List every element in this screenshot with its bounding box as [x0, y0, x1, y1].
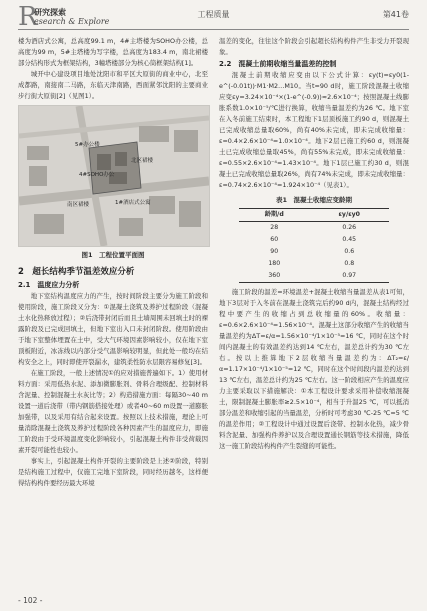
table-cell: 0.6: [344, 248, 355, 255]
label-south-podium: 南区裙楼: [67, 202, 90, 208]
section-name: 工程质量: [197, 10, 230, 19]
label-north-podium: 北区裙楼: [131, 158, 154, 164]
shrinkage-table: [239, 208, 389, 283]
subsection-heading-2-2: 2.2 混凝土前期收缩当量温差的控制: [219, 60, 337, 68]
right-paragraph-2: 混凝土前期收缩应变由以下公式计算：εy(t)=εy0(1-e^(-0.01t))·M1·M2…M10。当t=90 d时，施工阶段混凝土收缩应变εy=3.24×10⁻⁴×(1-e^(-0.9))≈2.6×10⁻⁴；按照混凝土线膨胀系数1.0×10⁻⁵/℃进行换算，收缩当量温差约为26 ℃。地下室在入冬前施工结束时，本工程地下1层顶板施工约90 d，则混凝土已完成收缩总量取60%，尚有40%未完成，即未完成收缩量：ε=0.4×2.6×10⁻⁴=1.0×10⁻⁴。地下2层已施工约60 d，则混凝土已完成收缩总量取45%，尚有55%未完成，即未完成收缩量：ε=0.55×2.6×10⁻⁴=1.43×10⁻⁴。地下1层已施工约30 d，则混凝土已完成收缩总量取26%，尚有74%未完成，即未完成收缩量：ε=0.74×2.6×10⁻⁴=1.924×10⁻⁴（见表1）。: [219, 71, 409, 189]
table-cell: 0.26: [342, 224, 357, 231]
left-paragraph-4: 在施工阶段，一般上述情况①的应对措施普遍如下。1）使用材料方面：采用低热水泥、添加微膨胀剂、骨料合理级配、控制材料含泥量、控制混凝土水灰比等；2）构造措施方面：每隔30~40 m设置一道后浇带（带内钢筋搭接处理）或者40~60 m设置一道膨胀加强带，以及采用有结合起来设置。按照以上技术措施，理论上可量消除混凝土浇筑及养护过程阶段各种因素产生的温度应力，即施工阶段由于受环境温度变化影响较小，引起混凝土构件非受荷载因素开裂可能性也较小。: [18, 369, 208, 454]
site-plan-figure: [18, 105, 210, 247]
site-plan-image: [19, 106, 209, 246]
table-cell: 60: [270, 236, 279, 243]
table-cell: 360: [268, 272, 281, 279]
left-paragraph-5: 事实上，引起混凝土构件开裂的主要阶段是上述②阶段，特别是结构施工过程中，仅施工完地下室阶段，同时经历越冬，这样便得结构构件要经历最大环境: [18, 457, 208, 487]
journal-logo-letter: R: [18, 2, 38, 32]
table-cell: 180: [268, 260, 281, 267]
table-cell: 90: [270, 248, 279, 255]
table-cell: 28: [270, 224, 279, 231]
figure-caption: 图1 工程位置平面图: [81, 251, 145, 259]
table-row: [239, 234, 389, 246]
table-cell: 0.8: [344, 260, 355, 267]
right-paragraph-3: 施工阶段的温差=环境温差+混凝土收缩当量温差从表1可知，地下3层对于入冬前在混凝土浇筑完后约90 d内，混凝土结构经过程中要产生的收缩占到总收缩量的60%。收缩量：ε=0.6×2.6×10⁻⁴=1.56×10⁻⁴。混凝土这部分收缩产生的收缩当量温差约为ΔT=ε/α=1.56×10⁻⁴/1×10⁻⁵=16 ℃，同时在这个时间内混凝土的有效温差约达到14 ℃左右，温差总计约为30 ℃左右。按以上推算地下2层收缩当量温差约为：ΔT₂=ε/α=1.17×10⁻⁴/1×10⁻⁵=12 ℃，同时在这个时间段内温差约达到13 ℃左右，温差总计约为25 ℃左右。这一阶段相应产生的温度应力主要采取以下措施解决：①本工程设计要求采用补偿收缩混凝土，限制混凝土膨胀率≥2.5×10⁻⁴，相当于升温25 ℃，可以抵消部分温差和收缩引起的当量温差，分析时可考虑30 ℃-25 ℃=5 ℃的温差作用；②工程设计中通过设置后浇带、控制水化热，减少骨料含泥量、加强构件养护以及合理设置通长钢筋等技术措施，降低这一施工阶段结构构件产生裂缝的可能性。: [219, 288, 409, 450]
left-column: [18, 36, 208, 489]
table-row: [239, 270, 389, 283]
table-row: [239, 258, 389, 270]
table-row: [239, 222, 389, 235]
page-number: - 102 -: [18, 596, 43, 605]
right-column: [219, 36, 409, 452]
header-rule: [18, 29, 409, 30]
left-paragraph-1: 楼为酒店式公寓，总高度99.1 m，4#主塔楼为SOHO办公楼，总高度为99 m，5#主塔楼为写字楼，总高度为183.4 m，南北裙楼部分结构形式为框架结构，3幢塔楼部分为核心筒框架结构[1]。: [18, 37, 208, 67]
table-header-ratio: εy/εy0: [338, 211, 360, 218]
table-cell: 0.45: [342, 236, 357, 243]
journal-name-en: esearch & Explore: [34, 17, 110, 26]
left-paragraph-3: 地下室结构温度应力的产生，按时间阶段主要分为施工阶段和使用阶段，施工阶段又分为：①混凝土浇筑及养护过程阶段（混凝土水化热释放过程）；②后浇带封闭后而且土墙周围未回填土时的裸露阶段及已完成回填土，但地下室出入口未封闭阶段。使用阶段由于地下室整体埋置在土中，受大气环境因素影响较小，仅在地下室顶板附近，冰冻线以内部分受气温影响较明显，但此处一般均在结构安全之上，同时即使开裂漏水，建筑柔性防水层限容易修复[3]。: [18, 292, 208, 366]
volume-label: 第41卷: [382, 10, 409, 19]
page-header: [18, 2, 409, 32]
table-header-row: [239, 209, 389, 222]
table-cell: 0.97: [342, 272, 357, 279]
right-paragraph-1: 温差的变化，往往这个阶段会引起超长结构构件产生非受力开裂现象。: [219, 37, 409, 56]
left-paragraph-2: 城开中心建设项目地处沈阳市和平区大原街的商业中心，北至成都路，南接南二马路，东临天津南路，西面紧邻沈阳的主要商业步行街大原街[2]（见图1）。: [18, 70, 208, 100]
label-building-5: 5#办公楼: [75, 142, 100, 148]
section-heading-2: 2 超长结构季节温差效应分析: [18, 267, 135, 277]
table-caption: 表1 混凝土收缩应变龄期: [275, 196, 353, 204]
table-header-age: 龄期/d: [264, 211, 284, 218]
subsection-heading-2-1: 2.1 温度应力分析: [18, 281, 80, 289]
label-building-1: 1#酒店式公寓: [115, 200, 151, 206]
label-building-4: 4#SOHO办公: [79, 172, 115, 178]
table-row: [239, 246, 389, 258]
journal-name-cn: 研究探索: [34, 8, 66, 17]
